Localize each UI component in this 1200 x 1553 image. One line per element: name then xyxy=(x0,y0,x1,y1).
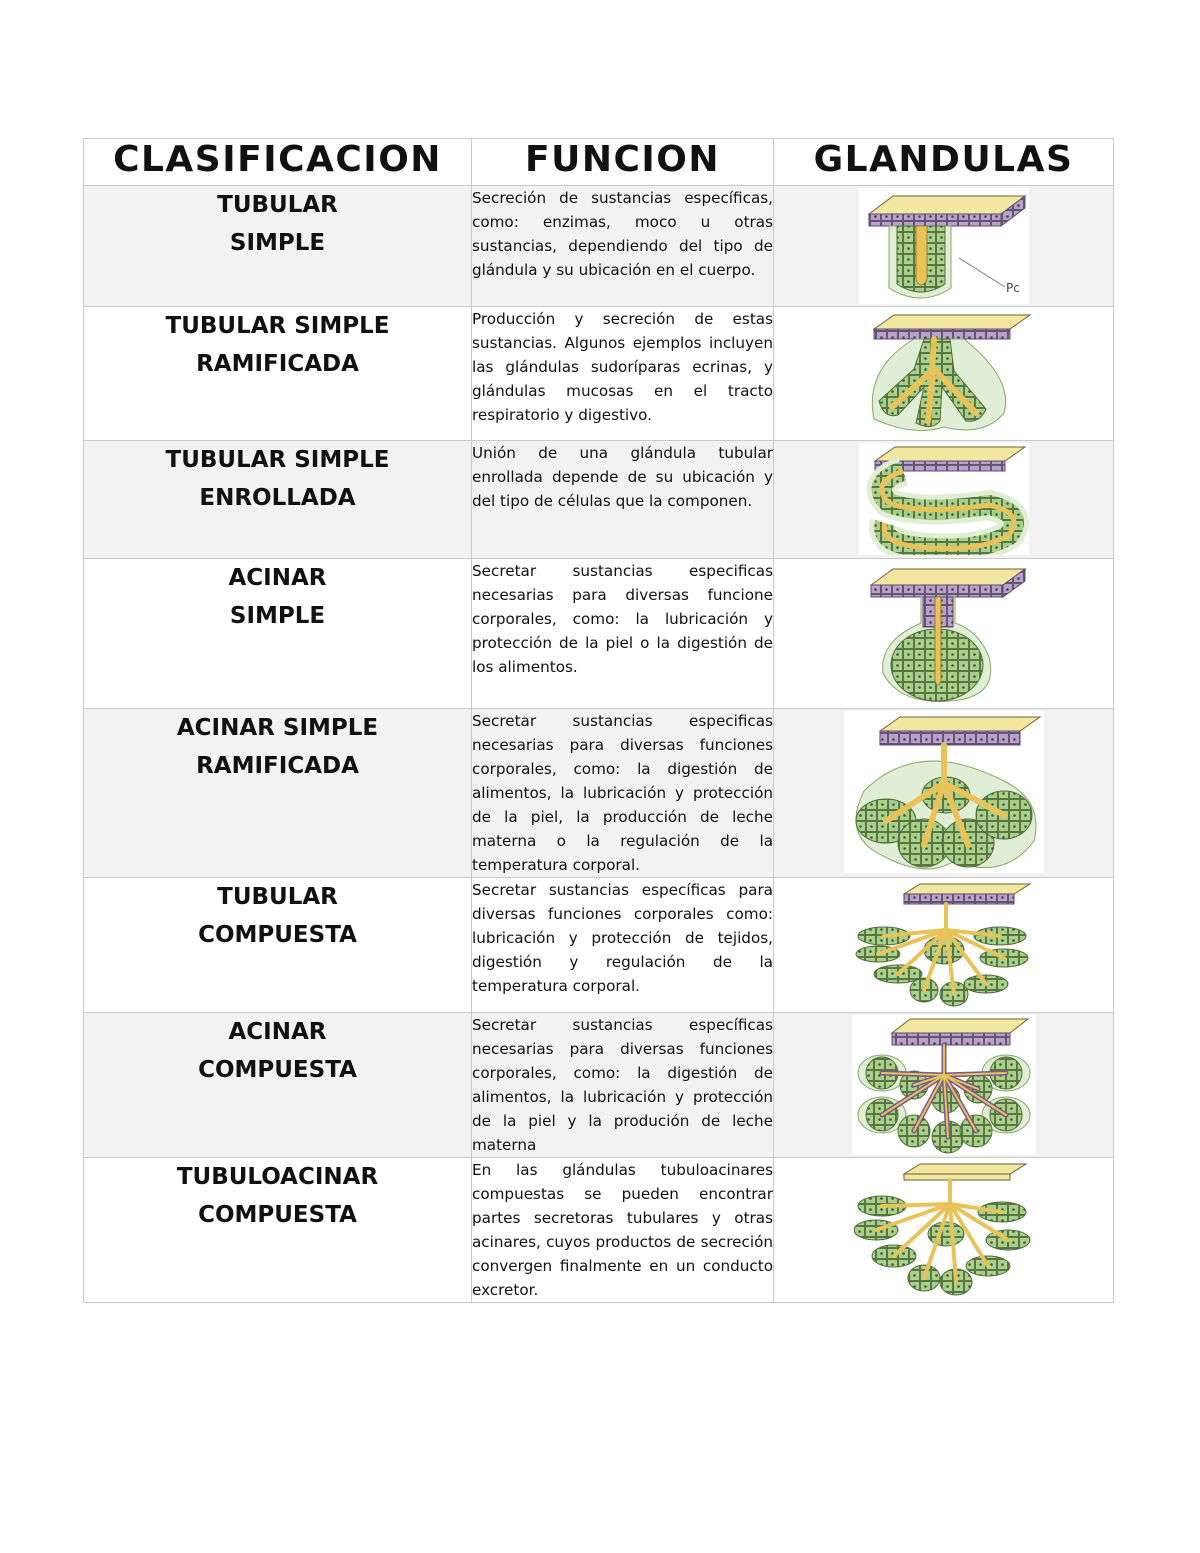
table-row xyxy=(84,186,1114,307)
table-row xyxy=(84,878,1114,1013)
coiled-tubular-gland-illustration xyxy=(859,443,1029,555)
classification-cell: ACINAR COMPUESTA xyxy=(84,1013,472,1158)
gland-image-cell xyxy=(774,709,1114,878)
classification-cell: TUBULAR COMPUESTA xyxy=(84,878,472,1013)
gland-image-cell xyxy=(774,1158,1114,1303)
simple-acinar-gland-illustration xyxy=(859,561,1029,705)
header-glandulas: GLANDULAS xyxy=(774,139,1114,186)
branched-tubular-gland-illustration xyxy=(854,309,1034,437)
gland-image-cell xyxy=(774,186,1114,307)
table-row xyxy=(84,559,1114,709)
function-cell: Secreción de sustancias específicas, como: enzimas, moco u otras sustancias, dependiendo del tipo de glándula y su ubicación en el cuerpo. xyxy=(472,186,774,307)
function-cell: Unión de una glándula tubular enrollada depende de su ubicación y del tipo de células que la componen. xyxy=(472,441,774,559)
gland-image-cell xyxy=(774,441,1114,559)
gland-caption: Pc xyxy=(1005,281,1020,295)
gland-classification-table xyxy=(83,138,1114,1303)
gland-image-cell xyxy=(774,559,1114,709)
classification-cell: TUBULAR SIMPLE RAMIFICADA xyxy=(84,307,472,441)
function-cell: Secretar sustancias específicas para diversas funciones corporales como: lubricación y protección de tejidos, digestión y regulación de la temperatura corporal. xyxy=(472,878,774,1013)
table-row xyxy=(84,709,1114,878)
gland-image-cell xyxy=(774,307,1114,441)
compound-tubuloacinar-gland-illustration xyxy=(854,1160,1034,1296)
gland-image-cell xyxy=(774,878,1114,1013)
header-clasificacion: CLASIFICACION xyxy=(84,139,472,186)
table-row xyxy=(84,1013,1114,1158)
gland-image-cell xyxy=(774,1013,1114,1158)
function-cell: En las glándulas tubuloacinares compuestas se pueden encontrar partes secretoras tubulares y otras acinares, cuyos productos de secreción convergen finalmente en un conducto excretor. xyxy=(472,1158,774,1303)
function-cell: Secretar sustancias especificas necesarias para diversas funcione corporales, como: la lubricación y protección de la piel o la digestión de los alimentos. xyxy=(472,559,774,709)
compound-acinar-gland-illustration xyxy=(852,1015,1036,1155)
table-row xyxy=(84,1158,1114,1303)
header-funcion: FUNCION xyxy=(472,139,774,186)
branched-acinar-gland-illustration xyxy=(844,711,1044,873)
classification-cell: ACINAR SIMPLE RAMIFICADA xyxy=(84,709,472,878)
function-cell: Producción y secreción de estas sustancias. Algunos ejemplos incluyen las glándulas sudoríparas ecrinas, y glándulas mucosas en el tracto respiratorio y digestivo. xyxy=(472,307,774,441)
table-row xyxy=(84,441,1114,559)
document-page xyxy=(83,138,1113,1303)
function-cell: Secretar sustancias especificas necesarias para diversas funciones corporales, como: la digestión de alimentos, la lubricación y protección de la piel, la producción de leche materna o la regulación de la temperatura corporal. xyxy=(472,709,774,878)
classification-cell: TUBULAR SIMPLE xyxy=(84,186,472,307)
classification-cell: ACINAR SIMPLE xyxy=(84,559,472,709)
classification-cell: TUBULAR SIMPLE ENROLLADA xyxy=(84,441,472,559)
compound-tubular-gland-illustration xyxy=(854,880,1034,1008)
function-cell: Secretar sustancias específicas necesarias para diversas funciones corporales, como: la digestión de alimentos, la lubricación y protección de la piel y la produción de leche materna xyxy=(472,1013,774,1158)
classification-cell: TUBULOACINAR COMPUESTA xyxy=(84,1158,472,1303)
tubular-simple-gland-illustration xyxy=(859,188,1029,304)
table-row xyxy=(84,307,1114,441)
table-header-row xyxy=(84,139,1114,186)
